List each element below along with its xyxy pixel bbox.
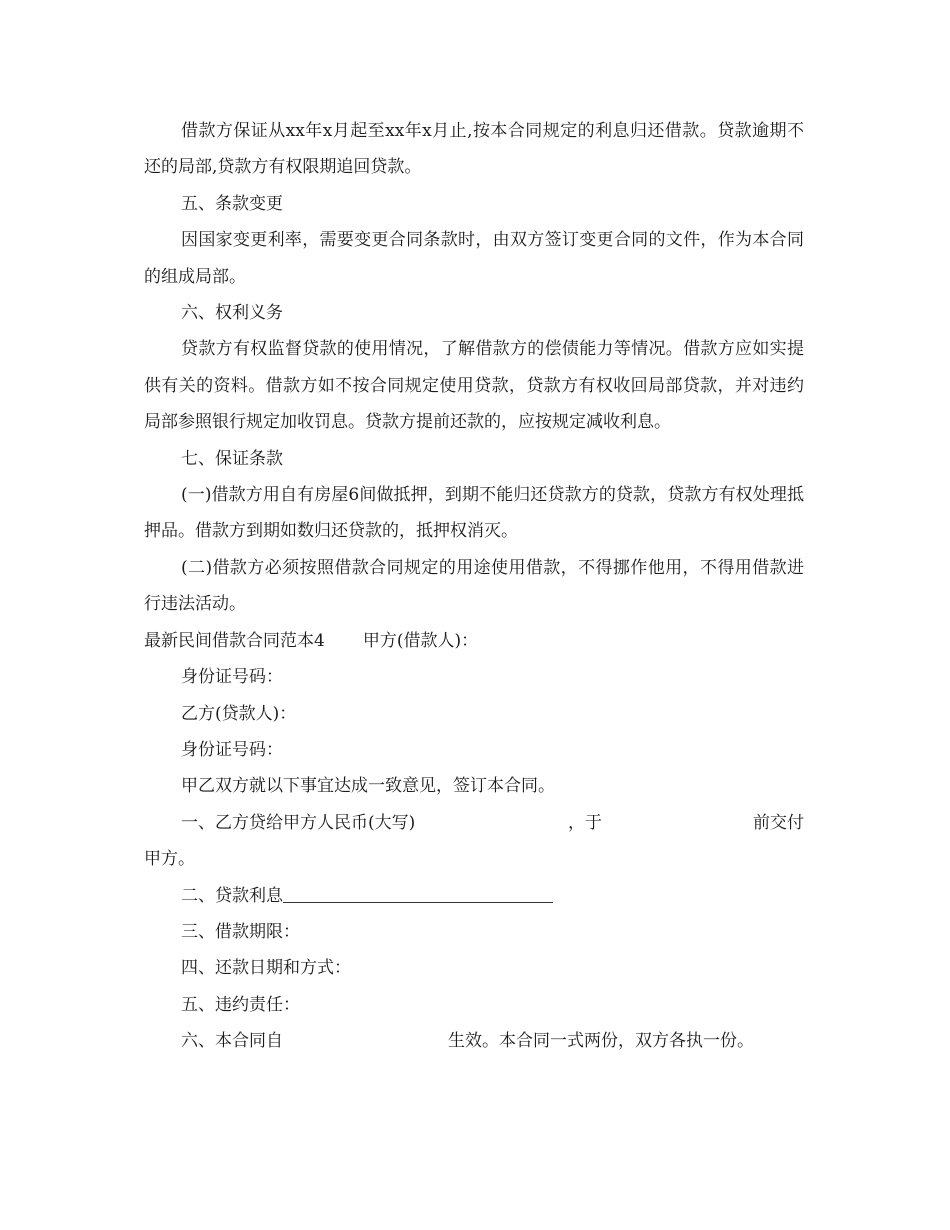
party-b-id-number-label: 身份证号码： [181, 739, 283, 760]
loan-amount-clause [144, 805, 804, 841]
loan-term-clause: 三、借款期限： [181, 921, 300, 942]
loan-amount-clause-continuation: 甲方。 [144, 849, 195, 870]
agreement-statement: 甲乙双方就以下事宜达成一致意见，签订本合同。 [181, 776, 555, 797]
rights-obligations-paragraph: 贷款方有权监督贷款的使用情况，了解借款方的偿债能力等情况。借款方应如实提供有关的资料。借款方如不按合同规定使用贷款，贷款方有权收回局部贷款，并对违约局部参照银行规定加收罚息。贷款方提前还款的，应按规定减收利息。 [144, 339, 804, 433]
party-a-label: 甲方(借款人)： [362, 630, 479, 651]
effective-date-blank [283, 1023, 411, 1059]
loan-date-prefix: ，于 [567, 812, 602, 833]
document-body [144, 113, 804, 1060]
guarantee-clause-1: (一)借款方用自有房屋6间做抵押，到期不能归还贷款方的贷款，贷款方有权处理抵押品。借款方到期如数归还贷款的，抵押权消灭。 [144, 485, 804, 542]
section-heading-rights-obligations: 六、权利义务 [181, 303, 283, 324]
loan-delivery-text: 前交付 [753, 812, 804, 833]
clause-change-paragraph: 因国家变更利率，需要变更合同条款时，由双方签订变更合同的文件，作为本合同的组成局部。 [144, 230, 804, 287]
loan-interest-label: 二、贷款利息 [181, 885, 283, 906]
repayment-method-clause: 四、还款日期和方式： [181, 958, 351, 979]
party-a-id-number-label: 身份证号码： [181, 667, 283, 688]
loan-amount-text: 一、乙方贷给甲方人民币(大写) [181, 812, 416, 833]
effective-date-clause [144, 1023, 804, 1059]
contract-title: 最新民间借款合同范本4 [144, 630, 325, 651]
loan-amount-blank [415, 805, 531, 841]
contract-heading-line [144, 623, 804, 659]
section-heading-guarantee: 七、保证条款 [181, 448, 283, 469]
effective-date-text: 生效。本合同一式两份，双方各执一份。 [448, 1031, 754, 1052]
repayment-guarantee-paragraph: 借款方保证从xx年x月起至xx年x月止,按本合同规定的利息归还借款。贷款逾期不还的局部,贷款方有权限期追回贷款。 [144, 121, 804, 178]
effective-date-prefix: 六、本合同自 [181, 1031, 283, 1052]
guarantee-clause-2: (二)借款方必须按照借款合同规定的用途使用借款，不得挪作他用，不得用借款进行违法活动。 [144, 557, 804, 615]
loan-interest-blank-line [283, 880, 553, 903]
section-heading-clause-change: 五、条款变更 [181, 193, 283, 214]
party-b-label: 乙方(贷款人)： [181, 703, 297, 724]
loan-interest-clause [144, 878, 804, 914]
breach-liability-clause: 五、违约责任： [181, 994, 300, 1015]
loan-date-blank [602, 805, 716, 841]
